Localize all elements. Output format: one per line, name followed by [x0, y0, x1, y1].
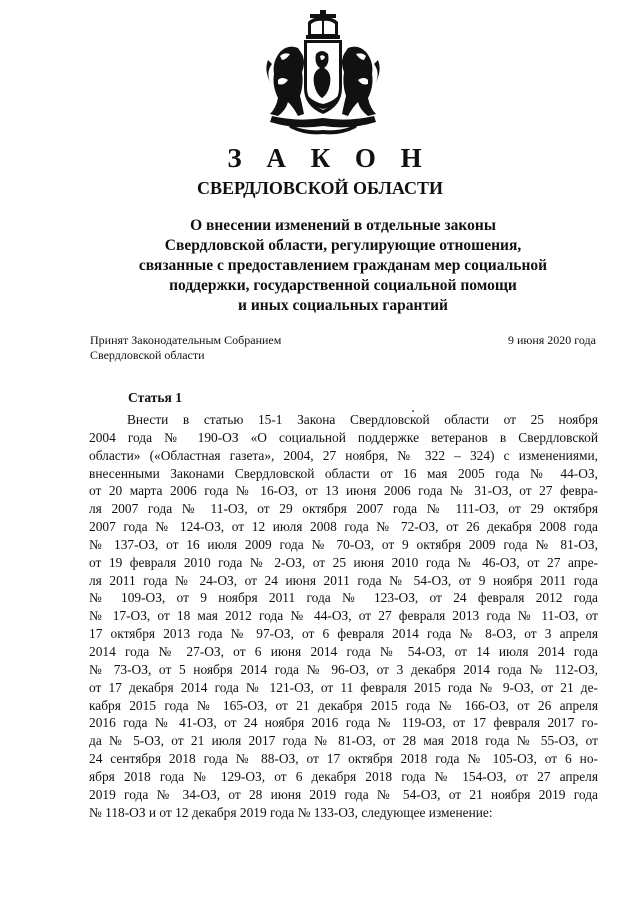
body-line: ля 2007 года № 11-ОЗ, от 29 октября 2007 года № 111-ОЗ, от 29 октября [89, 501, 598, 517]
body-line: № 118-ОЗ и от 12 декабря 2019 года № 133-ОЗ, следующее изменение: [89, 804, 493, 820]
adoption-line: Свердловской области [90, 348, 205, 362]
coat-of-arms-icon [258, 10, 388, 136]
right-supporter-icon [342, 47, 380, 116]
body-line: да № 5-ОЗ, от 21 июля 2017 года № 81-ОЗ, от 28 мая 2018 года № 55-ОЗ, от [89, 733, 598, 749]
body-line: 24 сентября 2018 года № 88-ОЗ, от 17 октября 2018 года № 105-ОЗ, от 6 но- [89, 751, 598, 767]
body-line: 2016 года № 41-ОЗ, от 24 ноября 2016 года № 119-ОЗ, от 17 февраля 2017 го- [89, 715, 598, 731]
law-name-line: связанные с предоставлением гражданам мер социальной [138, 257, 548, 274]
body-line: Внести в статью 15-1 Закона Свердловской области от 25 ноября [127, 412, 598, 427]
body-line: 17 октября 2013 года № 97-ОЗ, от 6 февраля 2014 года № 8-ОЗ, от 3 апреля [89, 626, 598, 642]
body-line: № 137-ОЗ, от 16 июля 2009 года № 70-ОЗ, от 9 октября 2009 года № 81-ОЗ, [89, 536, 598, 552]
body-line: 2007 года № 124-ОЗ, от 12 июля 2008 года № 72-ОЗ, от 26 декабря 2008 года [89, 519, 598, 535]
document-subtitle: СВЕРДЛОВСКОЙ ОБЛАСТИ [197, 178, 443, 198]
body-line: от 17 декабря 2014 года № 121-ОЗ, от 11 февраля 2015 года № 9-ОЗ, от 21 де- [89, 679, 598, 695]
body-line: 2019 года № 34-ОЗ, от 28 июня 2019 года № 54-ОЗ, от 21 ноября 2019 года [89, 786, 598, 802]
body-line: ля 2011 года № 24-ОЗ, от 24 июня 2011 года № 54-ОЗ, от 9 ноября 2011 года [89, 572, 598, 588]
crown-icon [306, 10, 340, 39]
body-line: внесенными Законами Свердловской области от 16 мая 2005 года № 44-ОЗ, [89, 465, 598, 481]
body-line: от 20 марта 2006 года № 16-ОЗ, от 13 июня 2006 года № 31-ОЗ, от 27 февра- [89, 483, 598, 499]
left-supporter-icon [266, 47, 304, 116]
body-line: ября 2018 года № 129-ОЗ, от 6 декабря 2018 года № 154-ОЗ, от 27 апреля [89, 768, 598, 784]
law-name-line: О внесении изменений в отдельные законы [190, 217, 496, 234]
adoption-line: Принят Законодательным Собранием [90, 333, 282, 347]
body-line: № 73-ОЗ, от 5 ноября 2014 года № 96-ОЗ, от 3 декабря 2014 года № 112-ОЗ, [89, 661, 598, 677]
adoption-note [90, 333, 281, 363]
law-name-line: Свердловской области, регулирующие отношения, [164, 237, 522, 254]
body-line: от 19 февраля 2010 года № 2-ОЗ, от 25 июня 2010 года № 46-ОЗ, от 27 апре- [89, 554, 598, 570]
body-line: кабря 2015 года № 165-ОЗ, от 21 декабря 2015 года № 166-ОЗ, от 26 апреля [89, 697, 598, 713]
law-name [88, 216, 598, 316]
body-line: 2004 года № 190-ОЗ «О социальной поддержке ветеранов в Свердловской [89, 429, 598, 445]
body-line: № 109-ОЗ, от 9 ноября 2011 года № 123-ОЗ, от 24 февраля 2012 года [89, 590, 598, 606]
article-heading: Статья 1 [128, 390, 182, 405]
body-line: № 17-ОЗ, от 18 мая 2012 года № 44-ОЗ, от 27 февраля 2013 года № 11-ОЗ, от [89, 608, 598, 624]
article-body [89, 411, 598, 821]
compartment-icon [270, 116, 376, 134]
body-line: 2014 года № 27-ОЗ, от 6 июня 2014 года № 54-ОЗ, от 14 июля 2014 года [89, 643, 598, 659]
body-line: области» («Областная газета», 2004, 27 ноября, № 322 – 324) с изменениями, [89, 447, 598, 463]
document-title: З А К О Н [227, 143, 431, 173]
shield-icon [304, 40, 342, 114]
law-name-line: поддержки, государственной социальной помощи [169, 277, 517, 294]
adoption-date: 9 июня 2020 года [507, 333, 596, 347]
law-name-line: и иных социальных гарантий [238, 297, 448, 314]
